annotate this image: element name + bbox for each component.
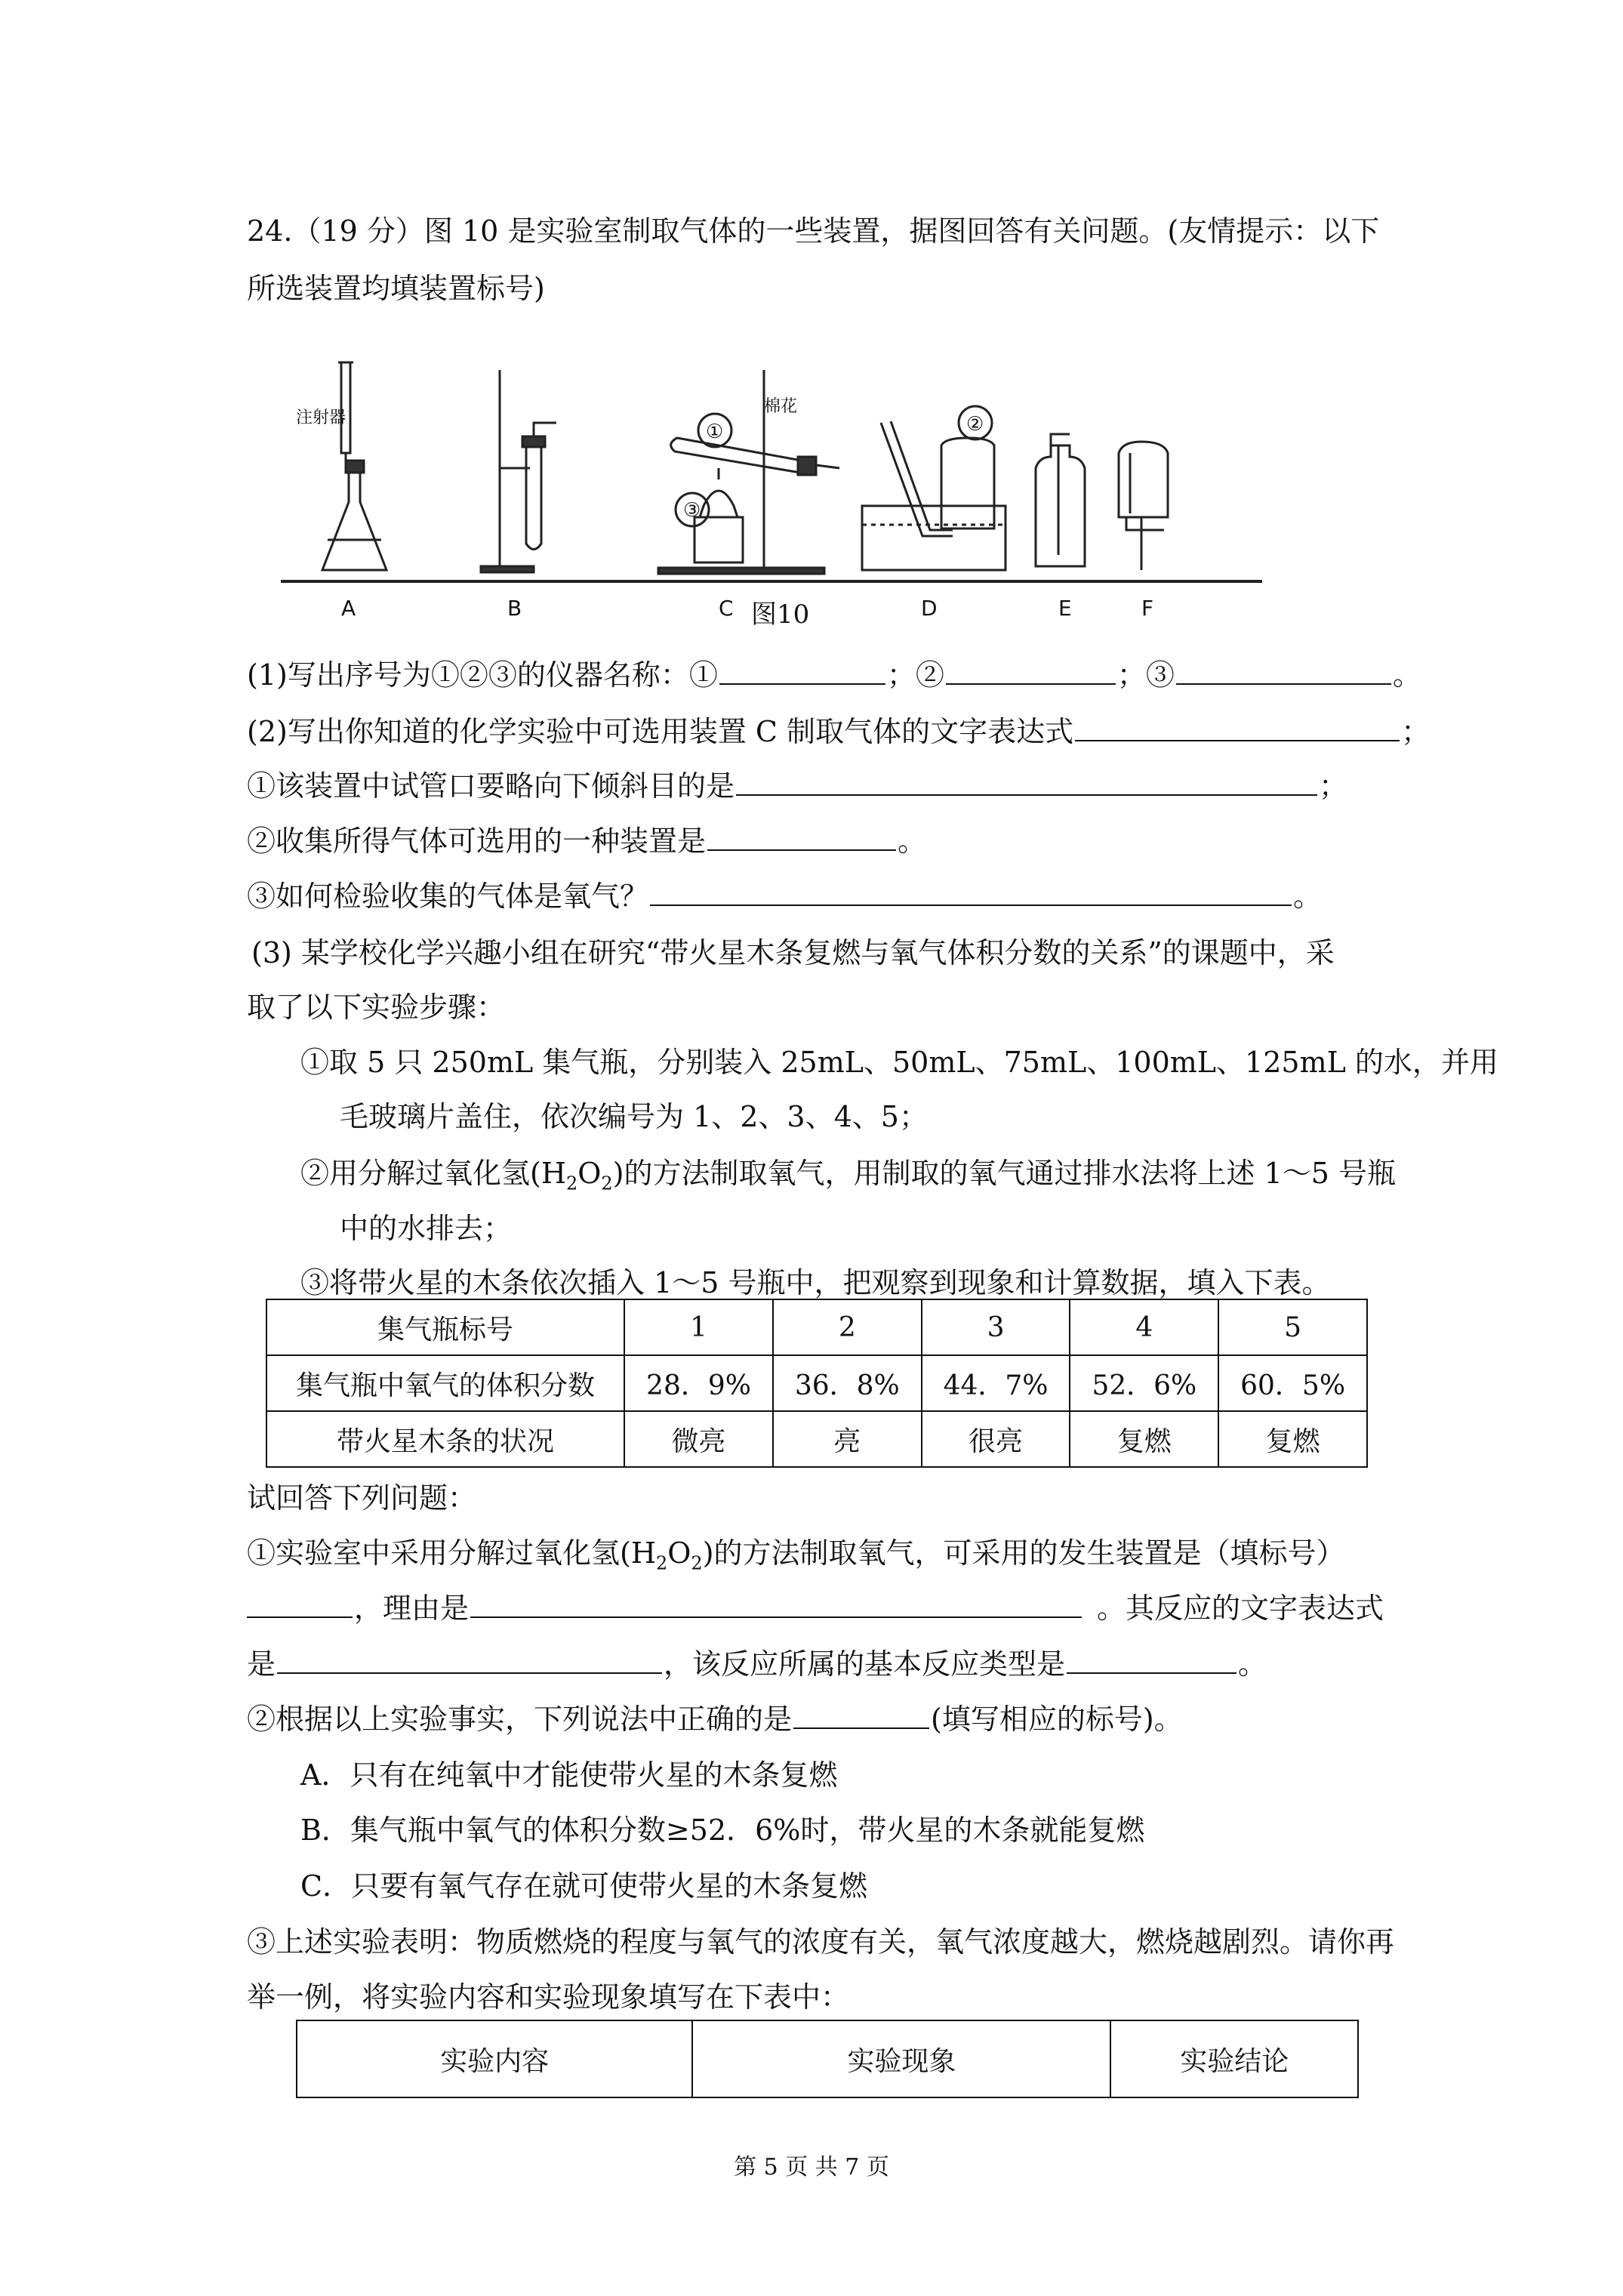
answer1-l2-mid: ，理由是	[354, 1592, 470, 1625]
table-cell: 4	[1070, 1299, 1218, 1355]
table-header-conclusion: 实验结论	[1110, 2020, 1358, 2097]
answer1-sub-h: 2	[655, 1552, 668, 1574]
part1-sep2: ；③	[1116, 658, 1175, 692]
table-cell: 集气瓶标号	[266, 1299, 624, 1355]
part2-line	[247, 713, 1430, 750]
table-cell: 复燃	[1070, 1411, 1218, 1467]
table-cell: 52．6%	[1070, 1355, 1218, 1411]
answer1-pre: ①实验室中采用分解过氧化氢(H	[247, 1536, 656, 1570]
fig-label-a: A	[341, 596, 356, 621]
step2-sub-h: 2	[565, 1173, 578, 1194]
table-cell: 5	[1218, 1299, 1367, 1355]
answer3-line2: 举一例，将实验内容和实验现象填写在下表中：	[247, 1980, 850, 2014]
part2-q1: ①该装置中试管口要略向下倾斜目的是	[247, 769, 735, 803]
table-cell: 1	[624, 1299, 773, 1355]
apparatus-f	[1119, 442, 1168, 570]
part2-q3: ③如何检验收集的气体是氧气？	[247, 880, 649, 913]
option-b: B．集气瓶中氧气的体积分数≥52．6%时，带火星的木条就能复燃	[300, 1814, 1145, 1847]
part2-q1-end: ；	[1319, 769, 1348, 803]
table-cell: 3	[922, 1299, 1070, 1355]
oxygen-data-table	[266, 1299, 1368, 1468]
answer2-text: ②根据以上实验事实，下列说法中正确的是	[247, 1703, 793, 1736]
step1-line1: ①取 5 只 250mL 集气瓶，分别装入 25mL、50mL、75mL、100mL、125mL 的水，并用	[300, 1046, 1498, 1079]
fig-label-c: C	[719, 596, 734, 621]
table-cell: 28．9%	[624, 1355, 773, 1411]
option-c: C．只要有氧气存在就可使带火星的木条复燃	[300, 1869, 868, 1903]
apparatus-e	[1036, 434, 1085, 566]
answer1-sub-o: 2	[691, 1552, 703, 1574]
answer1-l3-mid: ，该反应所属的基本反应类型是	[664, 1647, 1066, 1681]
answer-blank-10[interactable]	[277, 1647, 662, 1674]
step2-pre: ②用分解过氧化氢(H	[300, 1157, 566, 1190]
step1-line2: 毛玻璃片盖住，依次编号为 1、2、3、4、5；	[340, 1100, 928, 1133]
question-intro-line1: 24.（19 分）图 10 是实验室制取气体的一些装置，据图回答有关问题。(友情提示：以下	[247, 214, 1380, 248]
answer-blank-5[interactable]	[736, 769, 1317, 796]
answer3-line1: ③上述实验表明：物质燃烧的程度与氧气的浓度有关，氧气浓度越大，燃烧越剧烈。请你再	[247, 1925, 1395, 1959]
table-row	[266, 1299, 1367, 1355]
table-cell: 44．7%	[922, 1355, 1070, 1411]
part1-line	[247, 657, 1421, 693]
part3-line1: (3) 某学校化学兴趣小组在研究“带火星木条复燃与氧气体积分数的关系”的课题中，采	[251, 936, 1335, 969]
table-row	[266, 1411, 1367, 1467]
apparatus-c	[658, 370, 839, 574]
step2-sub-o: 2	[601, 1173, 613, 1194]
answer1-post: )的方法制取氧气，可采用的发生装置是（填标号）	[702, 1536, 1345, 1570]
fig-label-b: B	[507, 596, 522, 621]
step2-line1	[300, 1155, 1396, 1202]
mark-3: ③	[683, 499, 701, 522]
part2-q3-end: 。	[1293, 880, 1323, 913]
step2-mid: O	[577, 1157, 602, 1190]
answer-blank-7[interactable]	[650, 879, 1292, 906]
answer-blank-12[interactable]	[793, 1702, 929, 1729]
table-cell: 带火星木条的状况	[266, 1411, 624, 1467]
answer-blank-3[interactable]	[1176, 658, 1391, 685]
experiment-table	[296, 2020, 1359, 2098]
syringe-label: 注射器	[296, 408, 346, 427]
answer1-l2-end: 。其反应的文字表达式	[1097, 1592, 1384, 1625]
part2-text: (2)写出你知道的化学实验中可选用装置 C 制取气体的文字表达式	[247, 715, 1074, 748]
fig-label-e: E	[1058, 596, 1072, 621]
answer1-l3-end: 。	[1238, 1647, 1267, 1681]
part2-q1-line	[247, 768, 1347, 804]
table-cell: 集气瓶中氧气的体积分数	[266, 1355, 624, 1411]
apparatus-b	[481, 370, 556, 572]
part3-line2: 取了以下实验步骤：	[247, 991, 506, 1024]
answer1-line3	[247, 1646, 1267, 1682]
answer-blank-6[interactable]	[707, 824, 896, 851]
step2-line2: 中的水排去；	[340, 1212, 513, 1245]
table-cell: 亮	[773, 1411, 922, 1467]
cotton-label: 棉花	[764, 397, 798, 416]
answer-blank-9[interactable]	[470, 1591, 1082, 1618]
page-footer: 第 5 页 共 7 页	[734, 2154, 889, 2180]
table-cell: 很亮	[922, 1411, 1070, 1467]
table-header-phenomenon: 实验现象	[692, 2020, 1110, 2097]
table-cell: 2	[773, 1299, 922, 1355]
step3-line: ③将带火星的木条依次插入 1～5 号瓶中，把观察到现象和计算数据，填入下表。	[300, 1266, 1331, 1299]
answer1-mid: O	[667, 1536, 691, 1570]
answer-blank-1[interactable]	[719, 658, 885, 685]
answer1-l3-pre: 是	[247, 1647, 276, 1681]
apparatus-a	[322, 362, 387, 570]
step2-post: )的方法制取氧气，用制取的氧气通过排水法将上述 1～5 号瓶	[612, 1157, 1397, 1190]
part2-q2-end: 。	[898, 824, 927, 858]
part1-sep1: ；②	[886, 658, 944, 692]
answer-blank-2[interactable]	[946, 658, 1116, 685]
answer-blank-4[interactable]	[1075, 714, 1400, 741]
answers-intro: 试回答下列问题：	[247, 1481, 477, 1515]
part1-text: (1)写出序号为①②③的仪器名称：①	[247, 658, 718, 692]
table-row	[297, 2020, 1358, 2097]
part2-q2-line	[247, 823, 926, 859]
table-header-content: 实验内容	[297, 2020, 692, 2097]
answer-blank-11[interactable]	[1067, 1647, 1236, 1674]
apparatus-d	[862, 406, 1006, 570]
question-intro-line2: 所选装置均填装置标号)	[247, 272, 545, 305]
answer-blank-8[interactable]	[247, 1591, 353, 1618]
table-cell: 60．5%	[1218, 1355, 1367, 1411]
answer2-end: (填写相应的标号)。	[931, 1703, 1183, 1736]
figure-caption: 图10	[751, 599, 810, 630]
part2-q2: ②收集所得气体可选用的一种装置是	[247, 824, 707, 858]
part2-end: ；	[1401, 715, 1431, 748]
table-row	[266, 1355, 1367, 1411]
fig-label-d: D	[921, 596, 938, 621]
answer1-line2	[247, 1590, 1384, 1626]
table-cell: 复燃	[1218, 1411, 1367, 1467]
answer1-line1	[247, 1535, 1345, 1582]
mark-2: ②	[966, 413, 984, 436]
part1-end: 。	[1392, 658, 1421, 692]
option-a: A．只有在纯氧中才能使带火星的木条复燃	[300, 1758, 838, 1792]
part2-q3-line	[247, 878, 1322, 914]
fig-label-f: F	[1141, 596, 1154, 621]
mark-1: ①	[706, 421, 724, 443]
answer2-line	[247, 1701, 1183, 1737]
table-cell: 微亮	[624, 1411, 773, 1467]
table-cell: 36．8%	[773, 1355, 922, 1411]
